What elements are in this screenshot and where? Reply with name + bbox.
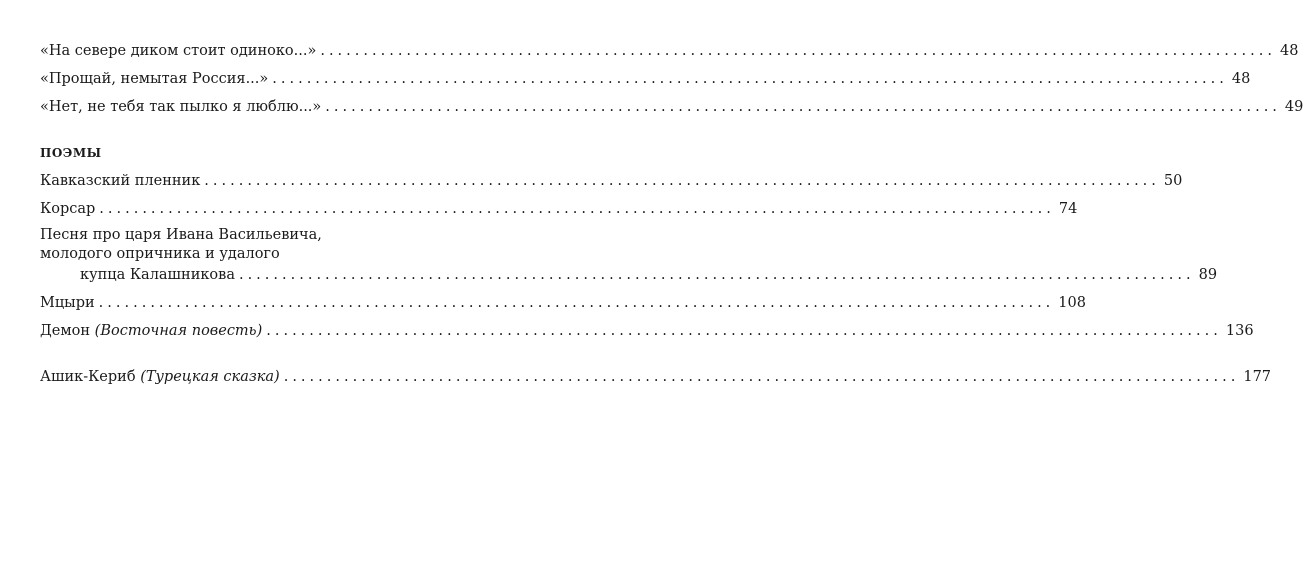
dot-leader: ...............................................................................................................: [325, 99, 1281, 115]
toc-entry: [40, 40, 1299, 62]
toc-entry-page: 48: [1231, 71, 1251, 87]
toc-entry-title: Кавказский пленник: [40, 173, 201, 189]
toc-entry-title-text: Ашик-Кериб: [40, 369, 136, 385]
toc-entry: [40, 170, 1183, 192]
toc-entry: [40, 96, 1303, 118]
toc-entry-title: «Прощай, немытая Россия...»: [40, 71, 269, 87]
dot-leader: ...............................................................................................................: [99, 201, 1055, 217]
dot-leader: ...............................................................................................................: [266, 323, 1222, 339]
toc-entry-title-line: молодого опричника и удалого: [40, 246, 280, 262]
toc-entry-subtitle: (Турецкая сказка): [140, 369, 280, 385]
toc-entry: [40, 198, 1078, 220]
toc-entry-page: 89: [1198, 267, 1218, 283]
toc-entry-page: 50: [1163, 173, 1183, 189]
toc-entry-title: [40, 366, 280, 388]
toc-entry-title-text: Демон: [40, 323, 91, 339]
dot-leader: ...............................................................................................................: [98, 295, 1055, 311]
dot-leader: ...............................................................................................................: [320, 43, 1276, 59]
toc-entry-title: «На севере диком стоит одиноко...»: [40, 43, 317, 59]
toc-entry-page: 48: [1279, 43, 1299, 59]
toc-entry-page: 177: [1243, 369, 1272, 385]
toc-entry-title-line: Песня про царя Ивана Васильевича,: [40, 227, 322, 243]
toc-entry-title: Мцыри: [40, 295, 95, 311]
toc-entry: [40, 68, 1251, 90]
toc-entry-title: Корсар: [40, 201, 96, 217]
toc-entry-multiline: [40, 226, 1218, 286]
table-of-contents: [40, 40, 1303, 394]
toc-entry-title: [40, 320, 262, 342]
toc-entry-page: 136: [1225, 323, 1254, 339]
toc-entry-title: «Нет, не тебя так пылко я люблю...»: [40, 99, 322, 115]
toc-entry-page: 49: [1284, 99, 1303, 115]
toc-entry: [40, 366, 1272, 388]
toc-entry-title-line: купца Калашникова: [80, 267, 235, 283]
dot-leader: ...............................................................................................................: [283, 369, 1240, 385]
toc-entry-subtitle: (Восточная повесть): [94, 323, 263, 339]
toc-entry-page: 74: [1058, 201, 1078, 217]
dot-leader: ...............................................................................................................: [204, 173, 1160, 189]
dot-leader: ...............................................................................................................: [272, 71, 1228, 87]
toc-entry-page: 108: [1058, 295, 1086, 311]
toc-entry-last-line: [40, 264, 1218, 286]
toc-entry: [40, 292, 1086, 314]
spacer: [40, 348, 372, 366]
section-heading: ПОЭМЫ: [40, 146, 102, 160]
dot-leader: ...............................................................................................................: [238, 267, 1195, 283]
toc-entry: [40, 320, 1254, 342]
